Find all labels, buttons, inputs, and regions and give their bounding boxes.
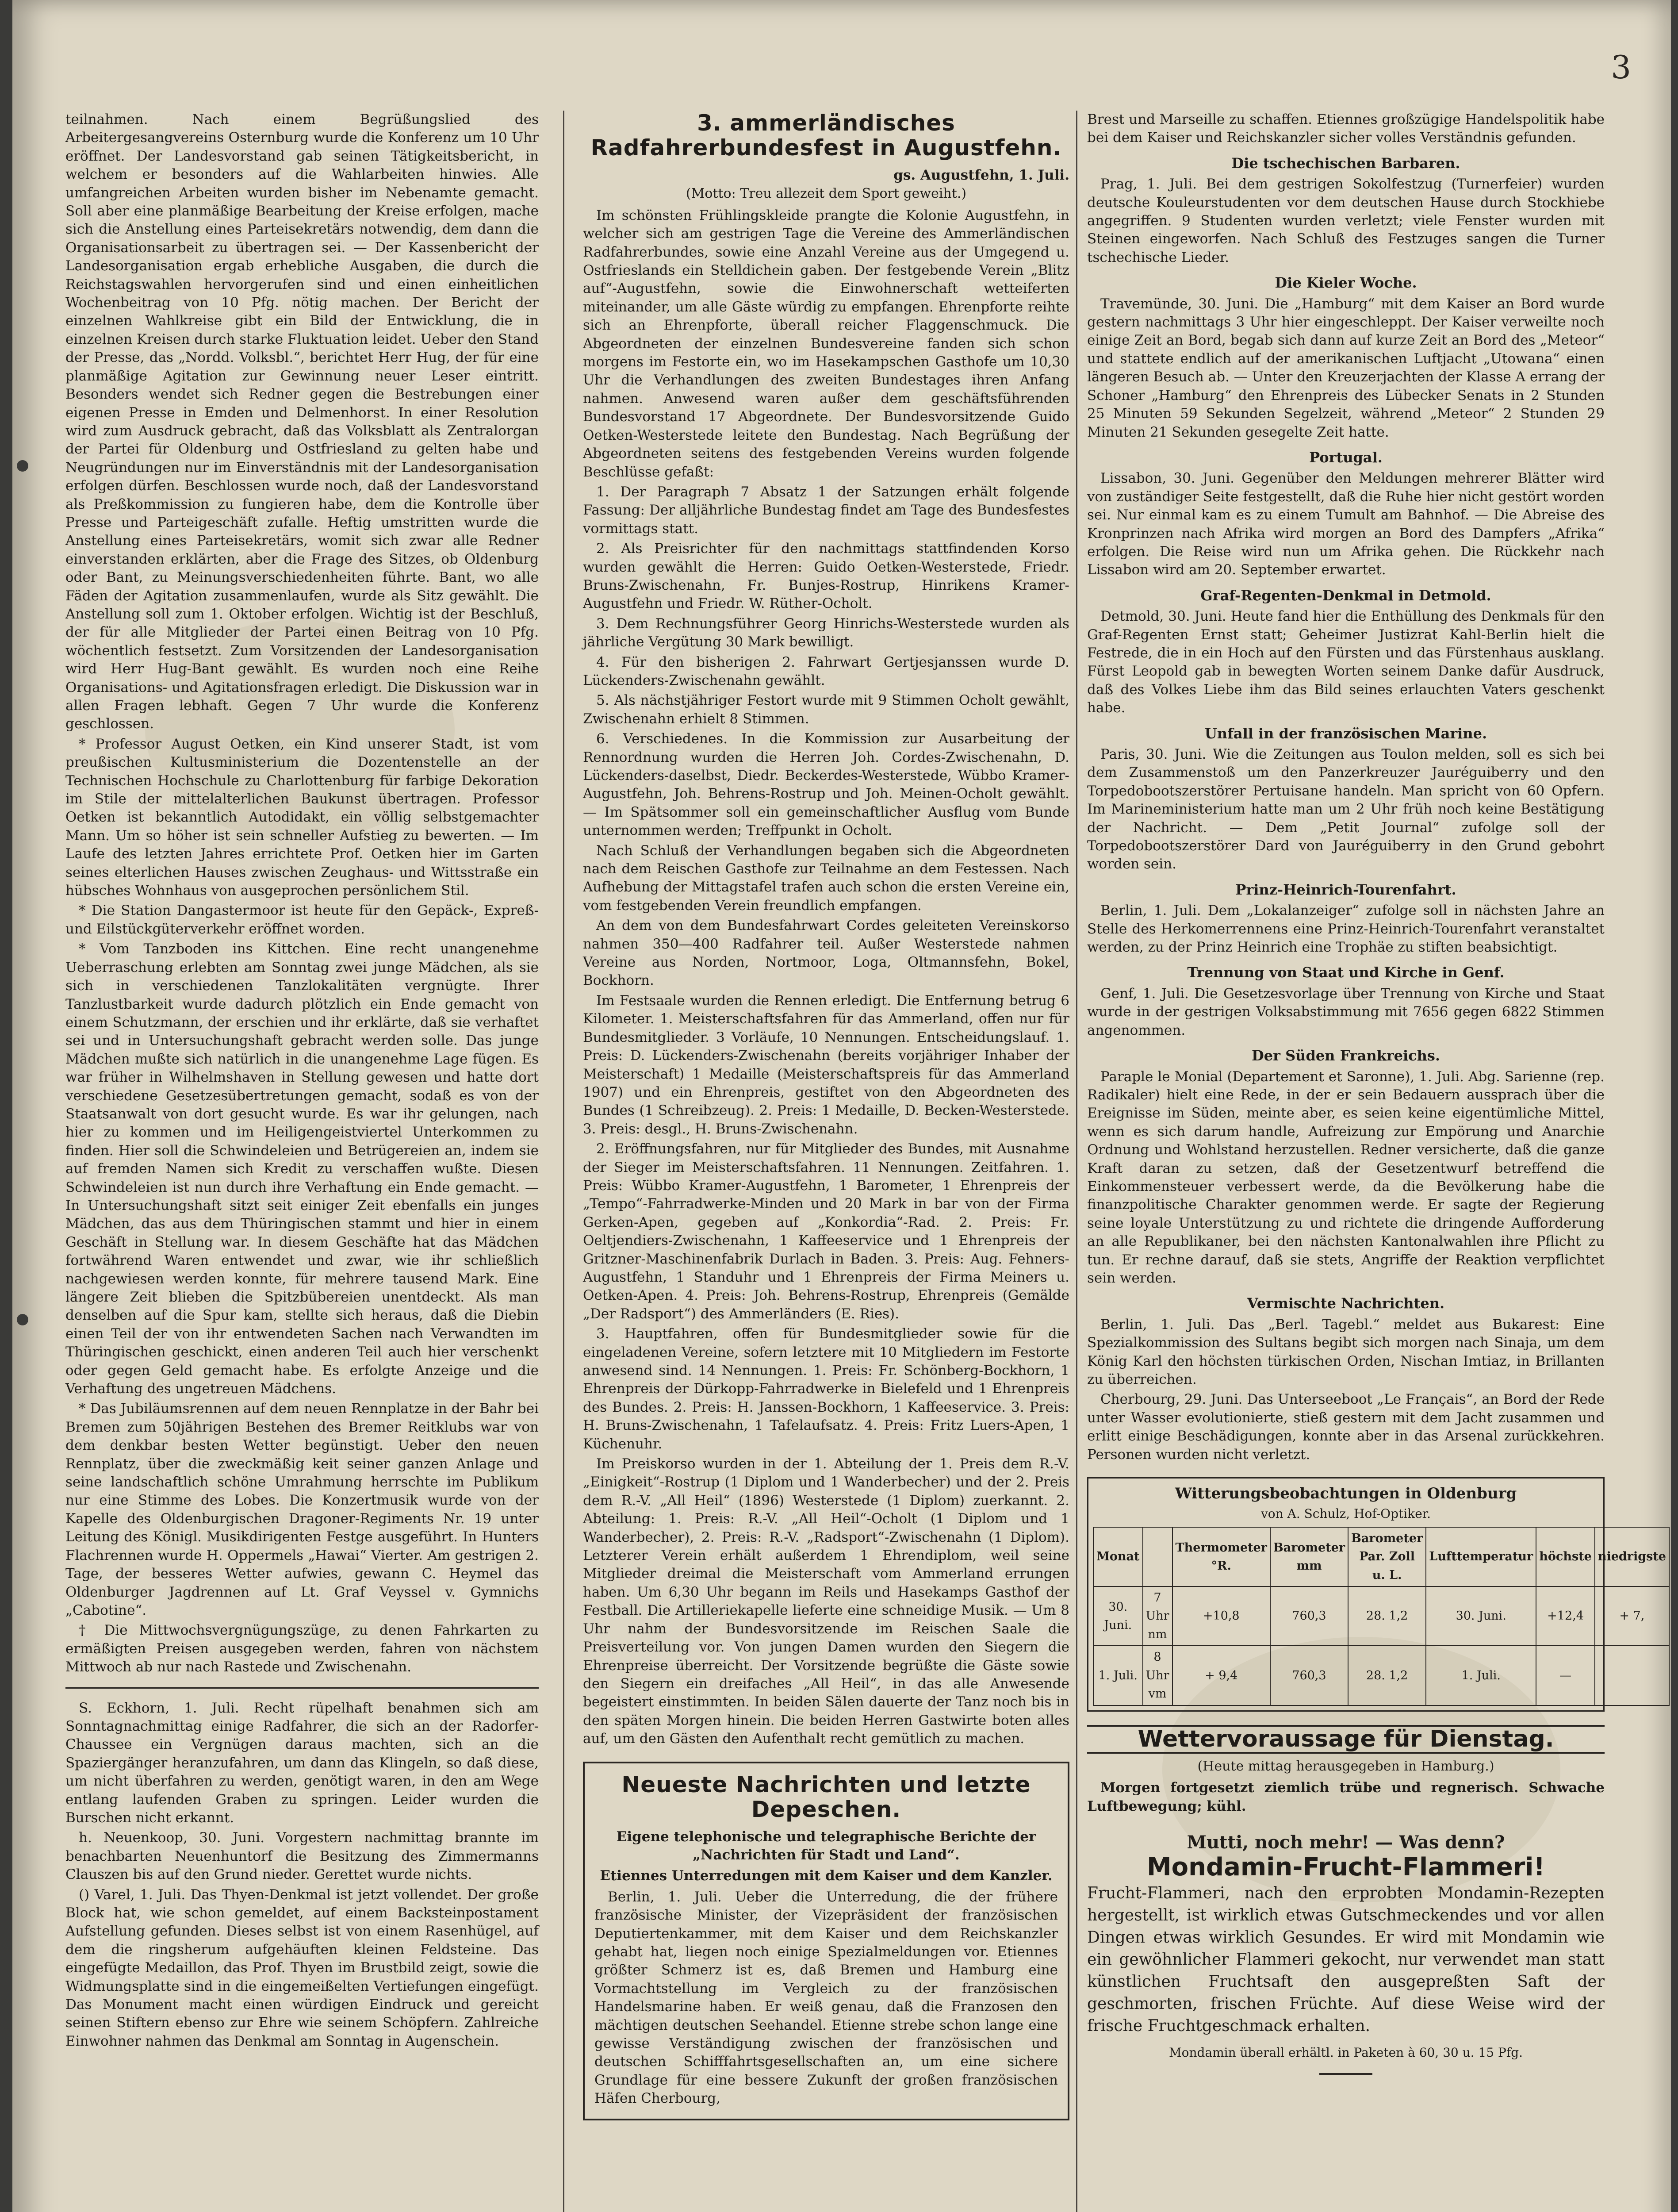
ad-brand: Mondamin-Frucht-Flammeri! (1146, 1852, 1545, 1882)
news-box-text: Berlin, 1. Juli. Ueber die Unterredung, die der frühere französische Minister, der Vizepräsident der französischen Deputiertenkammer, mit dem Kaiser und dem Reichskanzler gehabt hat, liegen noch einige Spezialmeldungen vor. Etiennes größter Schmerz ist es, daß Bremen und Hamburg eine Vormachtstellung im Vergleich zu der französischen Handelsmarine haben. Er weiß genau, daß die Franzosen den mächtigen deutschen Seehandel. Etienne strebe schon lange eine gewisse Verständigung zwischen der französischen und deutschen Schifffahrtsgesellschaften an, um eine sichere Grundlage für eine bessere Zukunft der großen französischen Häfen Cherbourg, (594, 1889, 1058, 2107)
table-header: Monat (1093, 1527, 1143, 1586)
table-header: Thermometer °R. (1172, 1527, 1270, 1586)
binding-hole (17, 1314, 28, 1325)
table-row: 30. Juni. 7 Uhr nm +10,8 760,3 28. 1,2 30. Juni. +12,4 + 7, (1093, 1586, 1669, 1646)
article-paragraph: teilnahmen. Nach einem Begrüßungslied des Arbeitergesangvereins Osternburg wurde die Konferenz um 10 Uhr eröffnet. Der Landesvorstand gab seinen Tätigkeitsbericht, in welchem er besonders auf die Wahlarbeiten hinwies. Alle umfangreichen Arbeiten wurden bisher im Nebenamte gemacht. Soll aber eine planmäßige Bearbeitung der Kreise erfolgen, mache sich die Anstellung eines Parteisekretärs notwendig, dem dann die Organisationsarbeit zu übertragen sei. — Der Kassenbericht der Landesorganisation ergab erhebliche Ausgaben, die durch die Reichstagswahlen hervorgerufen sind und einen einheitlichen Wochenbeitrag von 10 Pfg. nötig machen. Der Bericht der einzelnen Wahlkreise gibt ein Bild der Entwicklung, die in einzelnen Kreisen durch starke Fluktuation leidet. Ueber den Stand der Presse, das „Nordd. Volksbl.“, berichtet Herr Hug, der für eine planmäßige Agitation zur Gewinnung neuer Leser eintritt. Besonders wendet sich Redner gegen die Bestrebungen einer eigenen Presse in Emden und Delmenhorst. In einer Resolution wird zum Ausdruck gebracht, daß das Volksblatt als Zentralorgan der Partei für Oldenburg und Ostfriesland zu gelten habe und Neugründungen nur im Einverständnis mit der Landesorganisation erfolgen dürfen. Beschlossen wurde noch, daß der Landesvorstand als Preßkommission zu fungieren habe, dem die Kontrolle über Presse und Parteigeschäft zufalle. Heftig umstritten wurde die Anstellung eines Parteisekretärs, womit sich zwar alle Redner einverstanden erklärten, aber die Frage des Sitzes, ob Oldenburg oder Bant, zu Meinungsverschiedenheiten führte. Bant, wo alle Fäden der Agitation zusammenlaufen, wurde als Sitz gewählt. Die Anstellung soll zum 1. Oktober erfolgen. Wichtig ist der Beschluß, der für alle Mitglieder der Partei einen Beitrag von 10 Pfg. wöchentlich festsetzt. Zum Vorsitzenden der Landesorganisation wird Herr Hug-Bant gewählt. Es wurden noch eine Reihe Organisations- und Agitationsfragen erledigt. Die Diskussion war in allen Fragen lebhaft. Gegen 7 Uhr wurde die Konferenz geschlossen. (65, 111, 539, 732)
article-paragraph: * Vom Tanzboden ins Kittchen. Eine recht unangenehme Ueberraschung erlebten am Sonntag zwei junge Mädchen, als sie sich in verschiedenen Tanzlokalitäten vergnügte. Ihrer Tanzlustbarkeit wurde dadurch plötzlich ein Ende gemacht von einem Schutzmann, der erschien und ihr erklärte, daß sie verhaftet sei und in Untersuchungshaft gebracht werden solle. Das junge Mädchen mußte sich natürlich in die unangenehme Lage fügen. Es war früher in Wilhelmshaven in Stellung gewesen und hatte dort verschiedene Gesetzesübertretungen gemacht, sodaß es von der Staatsanwalt von dort gesucht wurde. Es war ihr gelungen, nach hier zu kommen und im Heiligengeistviertel Unterkommen zu finden. Hier soll die Schwindeleien und Betrügereien an, indem sie auf fremden Namen sich Kredit zu verschaffen wußte. Diesen Schwindeleien ist nun durch ihre Verhaftung ein Ende gemacht. — In Untersuchungshaft sitzt seit einiger Zeit ebenfalls ein junges Mädchen, das aus dem Thüringischen stammt und hier in einem Geschäft in Stellung war. In diesem Geschäfte hat das Mädchen fortwährend Waren entwendet und zwar, wie ihr schließlich nachgewiesen werden konnte, für mehrere tausend Mark. Eine längere Zeit blieben die Spitzbübereien unentdeckt. Als man denselben auf die Spur kam, stellte sich heraus, daß die Diebin einen Teil der von ihr entwendeten Sachen nach Verwandten im Thüringischen geschickt, einen anderen Teil auch hier verschenkt oder gegen Geld gemacht habe. Es erfolgte Anzeige und die Verhaftung des ungetreuen Mädchens. (65, 941, 539, 1397)
article-paragraph: 3. Hauptfahren, offen für Bundesmitglieder sowie für die eingeladenen Vereine, sofern letztere mit 10 Mitgliedern im Festorte anwesend sind. 14 Nennungen. 1. Preis: Fr. Schönberg-Bockhorn, 1 Ehrenpreis der Dürkopp-Fahrradwerke in Bielefeld und 1 Ehrenpreis des Bundes. 2. Preis: H. Janssen-Bockhorn, 1 Kaffeeservice. 3. Preis: H. Bruns-Zwischenahn, 1 Tafelaufsatz. 4. Preis: Fritz Luers-Apen, 1 Küchenuhr. (583, 1326, 1069, 1452)
section-heading: Trennung von Staat und Kirche in Genf. (1187, 964, 1505, 981)
weather-title: Witterungsbeobachtungen in Oldenburg (1175, 1485, 1517, 1503)
article-paragraph: 6. Verschiedenes. In die Kommission zur Ausarbeitung der Rennordnung wurden die Herren Joh. Cordes-Zwischenahn, D. Lückenders-daselbst, Diedr. Beckerdes-Westerstede, Wübbo Kramer-Augustfehn, Joh. Behrens-Rostrup und Joh. Meinen-Ocholt gewählt. — Im Spätsommer soll ein gemeinschaftlicher Ausflug vom Bunde unternommen werden; Treffpunkt in Ocholt. (583, 731, 1069, 839)
section-heading: Die Kieler Woche. (1275, 274, 1417, 292)
page-number: 3 (1611, 49, 1631, 86)
news-box (583, 1762, 1069, 2120)
section-heading: Portugal. (1309, 449, 1383, 466)
article-paragraph: 2. Als Preisrichter für den nachmittags stattfindenden Korso wurden gewählt die Herren: Guido Oetken-Westerstede, Friedr. Bruns-Zwischenahn, Fr. Bunjes-Rostrup, Hinrikens Kramer-Augustfehn und Friedr. W. Rüther-Ocholt. (583, 541, 1069, 612)
article-paragraph: An dem von dem Bundesfahrwart Cordes geleiteten Vereinskorso nahmen 350—400 Radfahrer teil. Außer Westerstede nahmen Vereine aus Norden, Nortmoor, Loga, Oltmannsfehn, Bokel, Bockhorn. (583, 918, 1069, 989)
table-header: niedrigste (1595, 1527, 1669, 1586)
section-heading: Prinz-Heinrich-Tourenfahrt. (1235, 881, 1456, 898)
binding-hole (17, 460, 28, 472)
dateline: gs. Augustfehn, 1. Juli. (893, 167, 1069, 183)
column-rule (563, 111, 564, 2212)
table-row: 1. Juli. 8 Uhr vm + 9,4 760,3 28. 1,2 1. Juli. — (1093, 1646, 1669, 1705)
forecast-title: Wettervoraussage für Dienstag. (1087, 1725, 1605, 1754)
section-heading: Vermischte Nachrichten. (1247, 1295, 1445, 1312)
article-paragraph: Im schönsten Frühlingskleide prangte die Kolonie Augustfehn, in welcher sich am gestrigen Tage die Vereine des Ammerländischen Radfahrerbundes, sowie eine Anzahl Vereine aus der Umgegend u. Ostfrieslands ein Stelldichein gaben. Der festgebende Verein „Blitz auf“-Augustfehn, sowie die Einwohnerschaft wetteiferten miteinander, um alle Gäste würdig zu empfangen. Ehrenpforte reihte sich an Ehrenpforte, überall reicher Flaggenschmuck. Die Abgeordneten der einzelnen Bundesvereine fanden sich schon morgens im Festorte ein, wo im Hasekampschen Gasthofe um 10,30 Uhr die Verhandlungen des zweiten Bundestages ihren Anfang nahmen. Anwesend waren außer dem geschäftsführenden Bundesvorstand 17 Abgeordnete. Der Bundesvorsitzende Guido Oetken-Westerstede leitete den Bundestag. Nach Begrüßung der Abgeordneten seitens des festgebenden Vereins wurden folgende Beschlüsse gefaßt: (583, 207, 1069, 480)
table-header: Barometer mm (1270, 1527, 1348, 1586)
advertisement (1087, 1833, 1605, 2075)
column-right (1087, 111, 1666, 2212)
article-paragraph: 3. Dem Rechnungsführer Georg Hinrichs-Westerstede wurden als jährliche Vergütung 30 Mark bewilligt. (583, 615, 1069, 650)
section-heading: Der Süden Frankreichs. (1251, 1047, 1440, 1064)
section-heading: Graf-Regenten-Denkmal in Detmold. (1200, 587, 1491, 604)
article-paragraph: * Professor August Oetken, ein Kind unserer Stadt, ist vom preußischen Kultusministerium die Dozentenstelle an der Technischen Hochschule zu Charlottenburg für farbige Dekoration im Stile der mittelalterlichen Baukunst übertragen. Professor Oetken ist bekanntlich Autodidakt, ein völlig selbstgemachter Mann. Um so höher ist sein schneller Aufstieg zu bewerten. — Im Laufe des letzten Jahres errichtete Prof. Oetken hier im Garten seines elterlichen Hauses zwischen Zeughaus- und Wittsstraße ein hübsches Wohnhaus von ausgeprochen persönlichem Stil. (65, 736, 539, 899)
table-header: höchste (1536, 1527, 1595, 1586)
section-text: Cherbourg, 29. Juni. Das Unterseeboot „Le Français“, an Bord der Rede unter Wasser evolutionierte, stieß gestern mit dem Jacht zusammen und erlitt einige Beschädigungen, konnte aber in das Arsenal zurückkehren. Personen wurden nicht verletzt. (1087, 1391, 1605, 1463)
article-paragraph: * Die Station Dangastermoor ist heute für den Gepäck-, Expreß- und Eilstückgüterverkehr eröffnet worden. (65, 902, 539, 937)
section-text: Genf, 1. Juli. Die Gesetzesvorlage über Trennung von Kirche und Staat wurde in der gestrigen Volksabstimmung mit 7656 gegen 6822 Stimmen angenommen. (1087, 985, 1605, 1038)
table-header: Lufttemperatur (1426, 1527, 1536, 1586)
weather-observations (1087, 1477, 1666, 1711)
article-paragraph: h. Neuenkoop, 30. Juni. Vorgestern nachmittag brannte im benachbarten Neuenhuntorf die Besitzung des Zimmermanns Clauszen bis auf den Grund nieder. Gerettet wurde nichts. (65, 1830, 539, 1883)
article-paragraph: 1. Der Paragraph 7 Absatz 1 der Satzungen erhält folgende Fassung: Der alljährliche Bundestag findet am Tage des Bundesfestes vormittags statt. (583, 484, 1069, 537)
section-heading: Unfall in der französischen Marine. (1204, 725, 1487, 742)
article-paragraph: 2. Eröffnungsfahren, nur für Mitglieder des Bundes, mit Ausnahme der Sieger im Meisterschaftsfahren. 11 Nennungen. Zeitfahren. 1. Preis: Wübbo Kramer-Augustfehn, 1 Barometer, 1 Ehrenpreis der „Tempo“-Fahrradwerke-Minden und 20 Mark in bar von der Firma Gerken-Apen, gegeben auf „Konkordia“-Rad. 2. Preis: Fr. Oeltjendiers-Zwischenahn, 1 Kaffeeservice und 1 Ehrenpreis der Gritzner-Maschinenfabrik Durlach in Baden. 3. Preis: Aug. Fehners-Augustfehn, 1 Standuhr und 1 Ehrenpreis der Firma Meiners u. Oetken-Apen. 4. Preis: Joh. Behrens-Rostrup, Ehrenpreis (Gemälde „Der Radsport“) des Ammerländers (E. Ries). (583, 1141, 1069, 1322)
section-text: Lissabon, 30. Juni. Gegenüber den Meldungen mehrerer Blätter wird von zuständiger Seite festgestellt, daß die Ruhe hier nicht gestört worden sei. Nur einmal kam es zu einem Tumult am Bahnhof. — Die Abreise des Kronprinzen nach Afrika wird morgen an Bord des Dampfers „Afrika“ erfolgen. Die Reise wird nun um Afrika gehen. Die Rückkehr nach Lissabon wird am 20. September erwartet. (1087, 470, 1605, 578)
divider (65, 1687, 539, 1689)
section-text: Travemünde, 30. Juni. Die „Hamburg“ mit dem Kaiser an Bord wurde gestern nachmittags 3 Uhr hier eingeschleppt. Der Kaiser verweilte noch einige Zeit an Bord, begab sich dann auf kurze Zeit an Bord des „Meteor“ und stattete endlich auf der amerikanischen Luftjacht „Utowana“ einen längeren Besuch ab. — Unter den Kreuzerjachten der Klasse A errang der Schoner „Hamburg“ den Ehrenpreis des Lübecker Senats in 2 Stunden 25 Minuten 59 Sekunden Segelzeit, während „Meteor“ 2 Stunden 29 Minuten 21 Sekunden gesegelte Zeit hatte. (1087, 296, 1605, 440)
table-header: Barometer Par. Zoll u. L. (1348, 1527, 1426, 1586)
section-text: Prag, 1. Juli. Bei dem gestrigen Sokolfestzug (Turnerfeier) wurden deutsche Kouleurstudenten vor dem deutschen Hause durch Stockhiebe angegriffen. 9 Studenten wurden verletzt; viele Fenster wurden mit Steinen eingeworfen. Nach Schluß des Festzuges sangen die Turner tschechische Lieder. (1087, 176, 1605, 265)
article-paragraph: Im Preiskorso wurden in der 1. Abteilung der 1. Preis dem R.-V. „Einigkeit“-Rostrup (1 Diplom und 1 Wanderbecher) und der 2. Preis dem R.-V. „All Heil“ (1896) Westerstede (1 Diplom) zuerkannt. 2. Abteilung: 1. Preis: R.-V. „All Heil“-Ocholt (1 Diplom und 1 Wanderbecher), 2. Preis: R.-V. „Radsport“-Zwischenahn (1 Diplom). Letzterer Verein erhält außerdem 1 Ehrendiplom, weil seine Mitglieder dreimal die Meisterschaft vom Ammerland errungen haben. Um 6,30 Uhr begann im Reils und Hasekamps Gasthof der Festball. Die Artilleriekapelle lieferte eine schneidige Musik. — Um 8 Uhr nahm der Bundesvorsitzende im Reischen Saale die Preisverteilung vor. Von jungen Damen wurden den Siegern die Ehrenpreise überreicht. Der Vorsitzende begrüßte die Gäste sowie den Siegern ein dreifaches „All Heil“, in das alle Anwesende begeistert einstimmten. In beiden Sälen dauerte der Tanz noch bis in den späten Morgen hinein. Die beiden Herren Gastwirte boten alles auf, um den Gästen den Aufenthalt recht gemütlich zu machen. (583, 1456, 1069, 1747)
ad-small-print: Mondamin überall erhältl. in Paketen à 60, 30 u. 15 Pfg. (1168, 2045, 1523, 2060)
article-paragraph: Im Festsaale wurden die Rennen erledigt. Die Entfernung betrug 6 Kilometer. 1. Meisterschaftsfahren für das Ammerland, offen nur für Bundesmitglieder. 3 Vorläufe, 10 Nennungen. Entscheidungslauf. 1. Preis: D. Lückenders-Zwischenahn (bereits vorjähriger Inhaber der Meisterschaft) 1 Medaille (Meisterschaftspreis für das Ammerland 1907) und ein Ehrenpreis, gestiftet von den Abgeordneten des Bundes (1 Schreibzeug). 2. Preis: 1 Medaille, D. Becken-Westerstede. 3. Preis: desgl., H. Bruns-Zwischenahn. (583, 992, 1069, 1137)
section-text: Paris, 30. Juni. Wie die Zeitungen aus Toulon melden, soll es sich bei dem Zusammenstoß um den Panzerkreuzer Jauréguiberry und den Torpedobootszerstörer Pertuisane handeln. Man spricht von 60 Opfern. Im Marineministerium hatte man um 2 Uhr früh noch keine Bestätigung der Nachricht. — Dem „Petit Journal“ zufolge soll der Torpedobootszerstörer Dard von Jauréguiberry in den Grund gebohrt worden sein. (1087, 746, 1605, 872)
forecast-sub: (Heute mittag herausgegeben in Hamburg.) (1197, 1758, 1494, 1774)
news-box-subheading: Etiennes Unterredungen mit dem Kaiser und dem Kanzler. (600, 1868, 1053, 1884)
weather-subtitle: von A. Schulz, Hof-Optiker. (1260, 1506, 1431, 1521)
weather-table (1093, 1527, 1670, 1706)
article-paragraph: 5. Als nächstjähriger Festort wurde mit 9 Stimmen Ocholt gewählt, Zwischenahn erhielt 8 Stimmen. (583, 692, 1069, 727)
article-paragraph: S. Eckhorn, 1. Juli. Recht rüpelhaft benahmen sich am Sonntagnachmittag einige Radfahrer, die sich an der Radorfer-Chaussee ein Vergnügen daraus machten, sich an die Spaziergänger heranzufahren, um dann das Klingeln, so daß diese, um nicht überfahren zu werden, genötigt waren, in den am Wege entlang laufenden Graben zu springen. Leider wurden die Burschen nicht erkannt. (65, 1700, 539, 1826)
ad-body: Frucht-Flammeri, nach den erprobten Mondamin-Rezepten hergestellt, ist wirklich etwas Gutschmeckendes und vor allen Dingen etwas wirklich Gesundes. Er wird mit Mondamin wie ein gewöhnlicher Flammeri gekocht, nur verwendet man statt künstlichen Fruchtsaft den ausgepreßten Saft der geschmorten, frischen Früchte. Auf diese Weise wird der frische Fruchtgeschmack erhalten. (1087, 1884, 1605, 2035)
table-header (1143, 1527, 1172, 1586)
article-paragraph: † Die Mittwochsvergnügungszüge, zu denen Fahrkarten zu ermäßigten Preisen ausgegeben werden, fahren von nächstem Mittwoch ab nur nach Rastede und Zwischenahn. (65, 1622, 539, 1675)
article-headline: 3. ammerländisches Radfahrerbundesfest in Augustfehn. (590, 110, 1062, 161)
forecast-text: Morgen fortgesetzt ziemlich trübe und regnerisch. Schwache Luftbewegung; kühl. (1087, 1780, 1605, 1814)
news-box-title: Neueste Nachrichten und letzte Depeschen. (621, 1771, 1031, 1822)
section-text: Berlin, 1. Juli. Dem „Lokalanzeiger“ zufolge soll in nächsten Jahre an Stelle des Herkomerrennens eine Prinz-Heinrich-Tourenfahrt veranstaltet werden, zu der Prinz Heinrich eine Trophäe zu stiften beabsichtigt. (1087, 902, 1605, 956)
article-paragraph: () Varel, 1. Juli. Das Thyen-Denkmal ist jetzt vollendet. Der große Block hat, wie schon gemeldet, auf einem Backsteinpostament Aufstellung gefunden. Dieses selbst ist von einem Rasenhügel, auf dem die ringsherum aufgehäuften kleinen Feldsteine. Das eingefügte Medaillon, das Prof. Thyen im Brustbild zeigt, sowie die Widmungsplatte sind in die eingemeißelten Vertiefungen eingefügt. Das Monument macht einen würdigen Eindruck und gereicht seinen Stiftern ebenso zur Ehre wie seinem Schöpfern. Zahlreiche Einwohner nahmen das Denkmal am Sonntag in Augenschein. (65, 1886, 539, 2049)
divider (1319, 2073, 1372, 2075)
article-paragraph: * Das Jubiläumsrennen auf dem neuen Rennplatze in der Bahr bei Bremen zum 50jährigen Bestehen des Bremer Reitklubs war von dem denkbar besten Wetter begünstigt. Ueber den neuen Rennplatz, über die zweckmäßig keit seiner ganzen Anlage und seine landschaftlich schöne Umrahmung herrschte im Publikum nur eine Stimme des Lobes. Die Konzertmusik wurde von der Kapelle des Oldenburgischen Dragoner-Regiments Nr. 19 unter Leitung des Königl. Musikdirigenten Festge ausgeführt. In Hunters Flachrennen wurde H. Oppermels „Hawai“ Vierter. Am gestrigen 2. Tage, der besseres Wetter aufwies, gewann C. Heymel das Oldenburger Jagdrennen auf Lt. Graf Veyssel v. Gymnichs „Cabotine“. (65, 1401, 539, 1618)
article-paragraph: Nach Schluß der Verhandlungen begaben sich die Abgeordneten nach dem Reischen Gasthofe zur Teilnahme an dem Festessen. Nach Aufhebung der Mittagstafel trafen auch schon die ersten Vereine ein, vom festgebenden Verein freundlich empfangen. (583, 842, 1069, 914)
news-box-subtitle: Eigene telephonische und telegraphische Berichte der „Nachrichten für Stadt und Land“. (616, 1828, 1036, 1863)
section-text: Paraple le Monial (Departement et Saronne), 1. Juli. Abg. Sarienne (rep. Radikaler) hielt eine Rede, in der er sein Bedauern aussprach über die Ereignisse im Süden, meinte aber, es seien keine eigentümliche Mittel, wenn es sich darum handle, Aufreizung zur Empörung und Anarchie Ordnung und Wohlstand herzustellen. Redner versicherte, daß die ganze Kraft daran zu setzen, daß der Gesetzentwurf betreffend die Einkommensteuer verbessert werde, da die Bevölkerung habe die finanzpolitische Charakter genommen werde. Er sagte der Regierung seine loyale Unterstützung zu und richtete die dringende Aufforderung an alle Republikaner, bei den nächsten Kantonalwahlen ihre Pflicht zu tun. Er rechne darauf, daß sie stets, Angriffe der Reaktion verpflichtet sein werden. (1087, 1068, 1605, 1286)
column-left (65, 111, 539, 2212)
newspaper-page (12, 0, 1671, 2212)
section-text: Berlin, 1. Juli. Das „Berl. Tagebl.“ meldet aus Bukarest: Eine Spezialkommission des Sultans begibt sich morgen nach Sinaja, um dem König Karl den höchsten türkischen Orden, Nischan Imtiaz, in Brillanten zu überreichen. (1087, 1316, 1605, 1387)
section-text: Detmold, 30. Juni. Heute fand hier die Enthüllung des Denkmals für den Graf-Regenten Ernst statt; Geheimer Justizrat Kahl-Berlin hielt die Festrede, die in ein Hoch auf den Fürsten und das Fürstenhaus ausklang. Fürst Leopold gab in bewegten Worten seinem Danke dafür Ausdruck, daß des Volkes Liebe ihm das Bild seines erlauchten Vaters geschenkt habe. (1087, 608, 1605, 716)
ad-question: Mutti, noch mehr! — Was denn? (1187, 1832, 1505, 1853)
section-heading: Die tschechischen Barbaren. (1231, 154, 1460, 172)
column-rule (1076, 111, 1077, 2212)
motto: (Motto: Treu allezeit dem Sport geweiht.) (686, 186, 967, 202)
article-paragraph: 4. Für den bisherigen 2. Fahrwart Gertjesjanssen wurde D. Lückenders-Zwischenahn gewählt. (583, 654, 1069, 688)
article-paragraph: Brest und Marseille zu schaffen. Etiennes großzügige Handelspolitik habe bei dem Kaiser und Reichskanzler sicher volles Verständnis gefunden. (1087, 111, 1605, 146)
column-middle (583, 111, 1069, 2212)
